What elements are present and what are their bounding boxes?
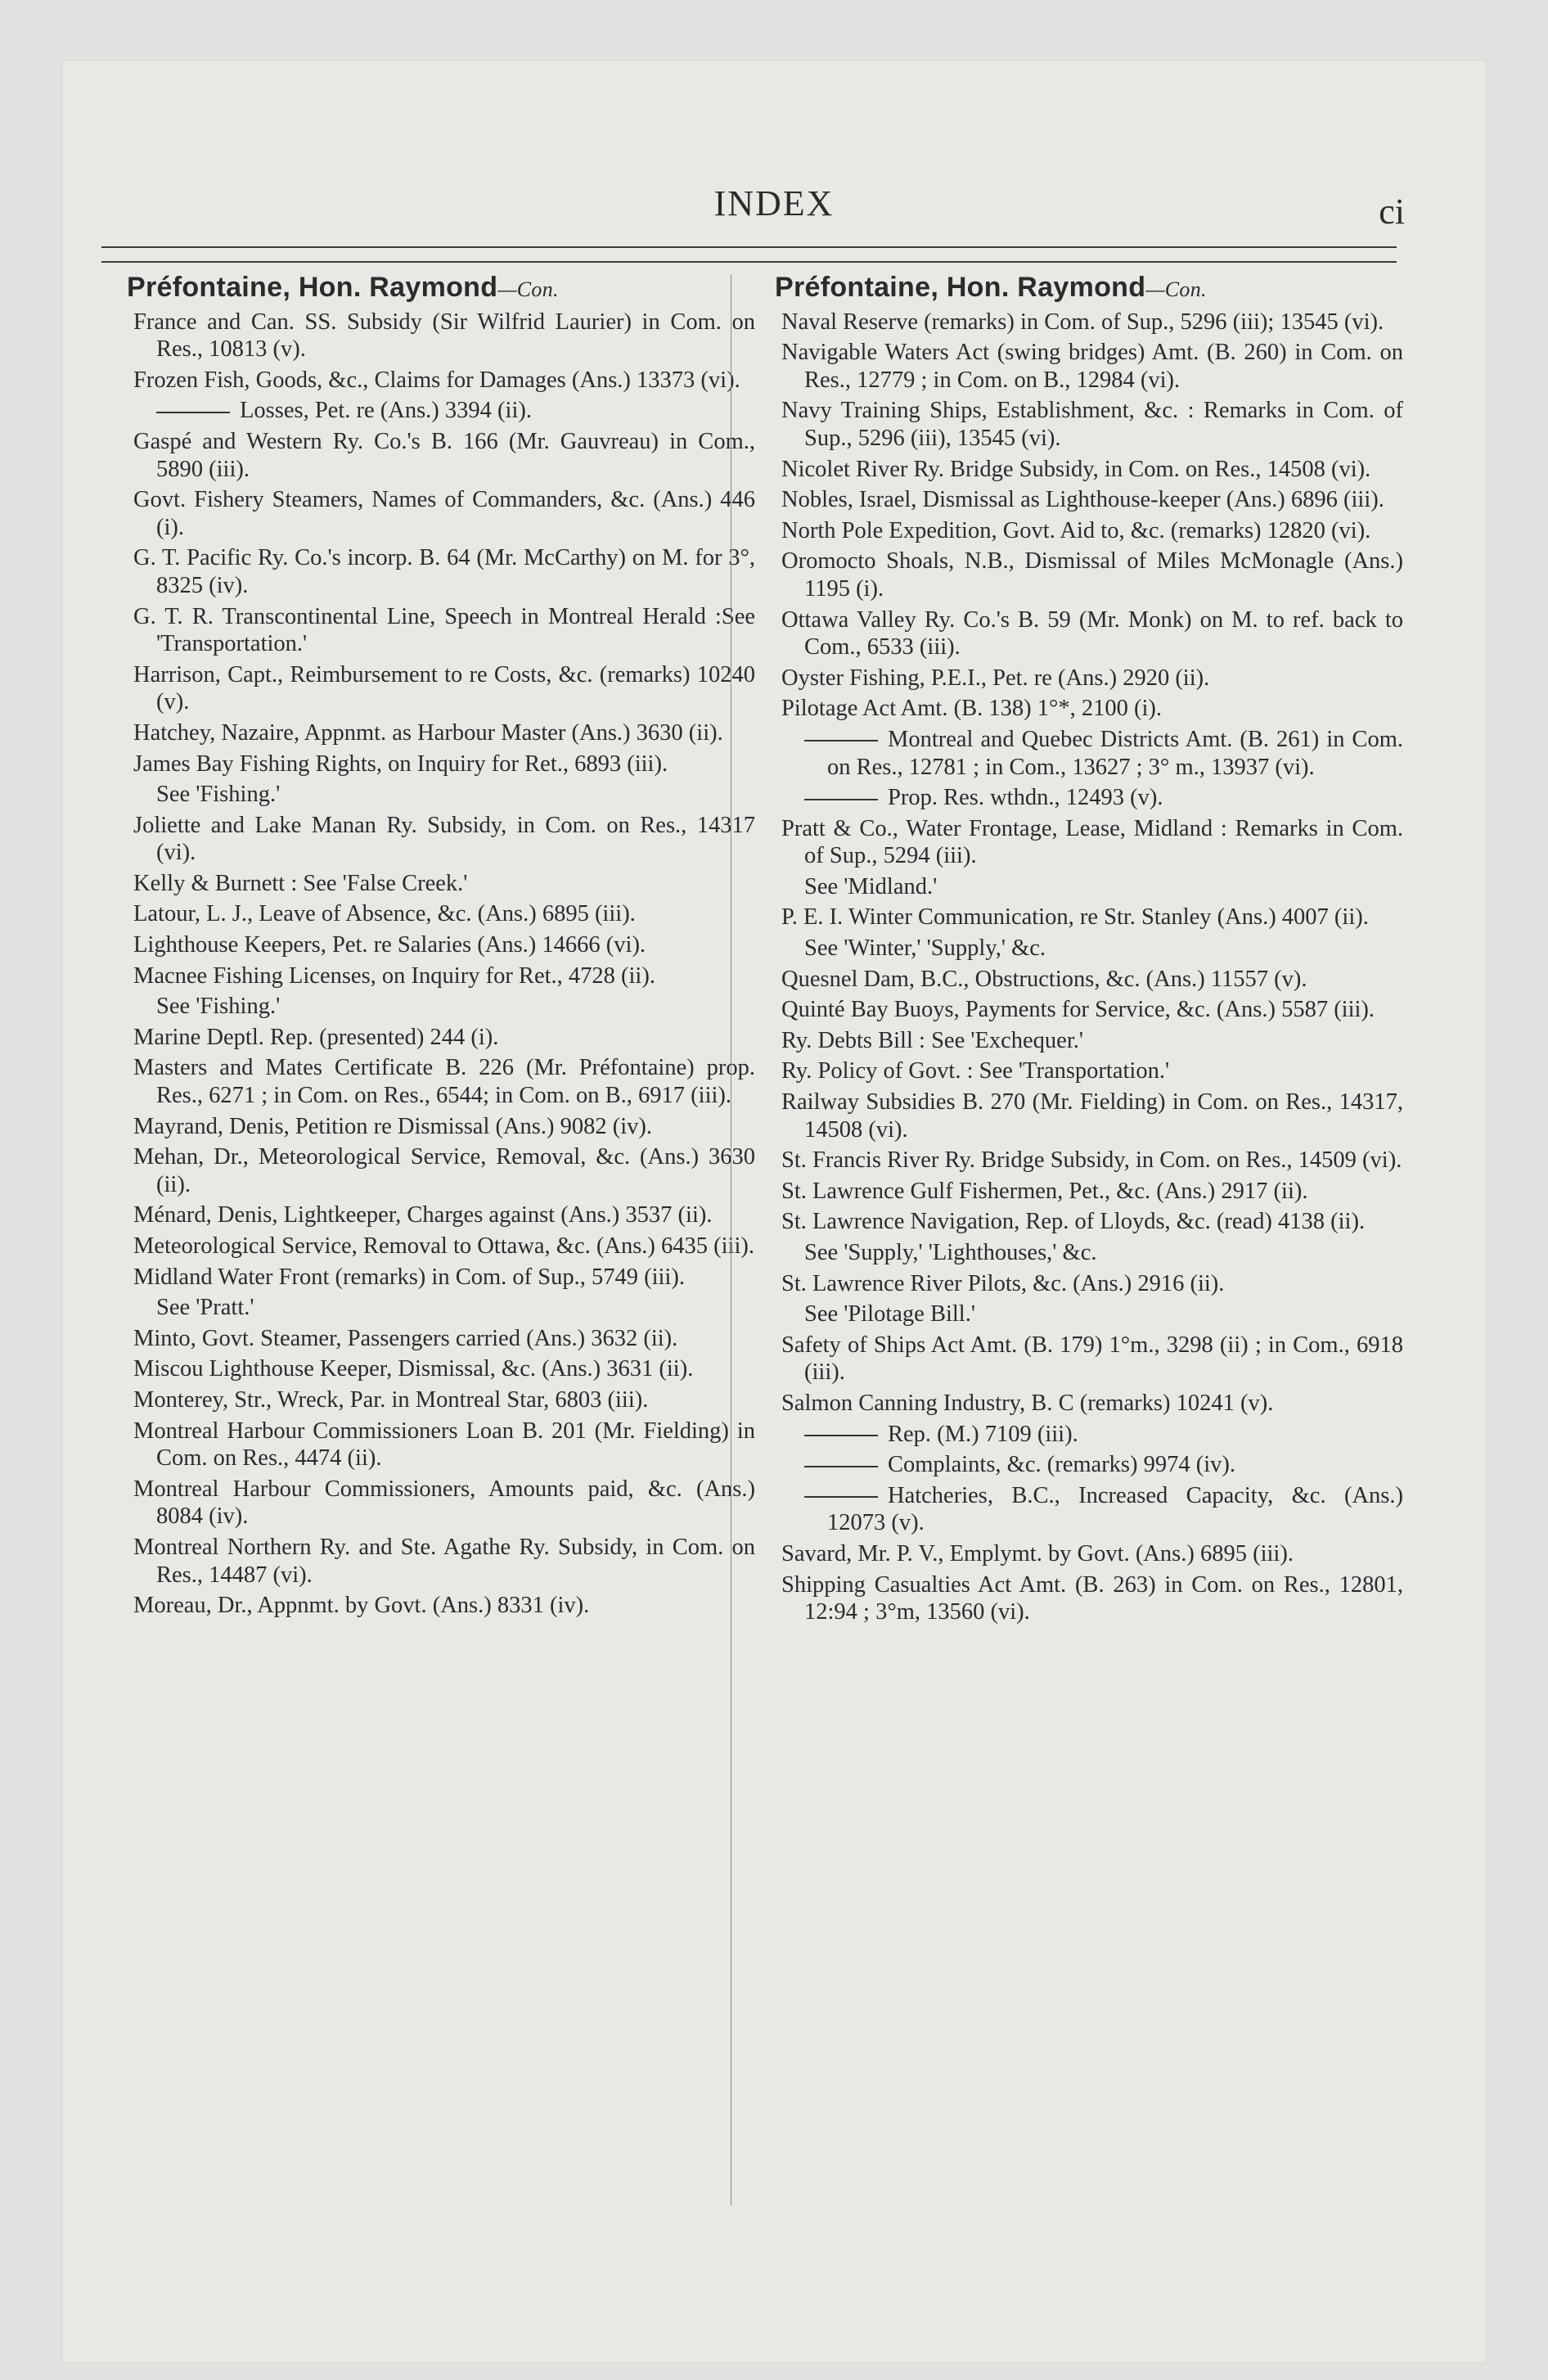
index-entry xyxy=(133,719,755,747)
entry-text: North Pole Expedition, Govt. Aid to, &c. (remarks) 12820 (vi). xyxy=(781,517,1371,543)
index-entry xyxy=(133,397,755,425)
index-entry xyxy=(781,1239,1403,1267)
index-entry xyxy=(781,1451,1403,1479)
entry-text: Oyster Fishing, P.E.I., Pet. re (Ans.) 2920 (ii). xyxy=(781,665,1210,691)
right-heading-con: —Con. xyxy=(1145,277,1207,301)
entry-text: See 'Winter,' 'Supply,' &c. xyxy=(804,935,1046,962)
entry-text: Macnee Fishing Licenses, on Inquiry for Ret., 4728 (ii). xyxy=(133,962,655,989)
index-entry xyxy=(133,1113,755,1141)
entry-text: Complaints, &c. (remarks) 9974 (iv). xyxy=(888,1452,1236,1478)
index-entry xyxy=(133,993,755,1021)
index-entry xyxy=(781,1300,1403,1328)
entry-text: P. E. I. Winter Communication, re Str. Stanley (Ans.) 4007 (ii). xyxy=(781,904,1369,931)
index-entry xyxy=(781,996,1403,1024)
index-entry xyxy=(781,1057,1403,1085)
entry-text: Montreal Harbour Commissioners Loan B. 201 (Mr. Fielding) in Com. on Res., 4474 (ii). xyxy=(133,1418,755,1472)
entry-text: Ry. Debts Bill : See 'Exchequer.' xyxy=(781,1027,1084,1053)
index-entry xyxy=(781,606,1403,661)
page-header xyxy=(61,183,1487,232)
index-entry xyxy=(781,517,1403,545)
entry-text: Nobles, Israel, Dismissal as Lighthouse-keeper (Ans.) 6896 (iii). xyxy=(781,487,1384,513)
index-entry xyxy=(781,1332,1403,1386)
left-heading-con: —Con. xyxy=(497,277,559,301)
index-entry xyxy=(133,1325,755,1353)
index-entry xyxy=(781,1089,1403,1143)
entry-text: See 'Pratt.' xyxy=(156,1295,254,1321)
index-entry xyxy=(133,367,755,394)
entry-text: Savard, Mr. P. V., Emplymt. by Govt. (Ans.) 6895 (iii). xyxy=(781,1540,1294,1566)
entry-text: James Bay Fishing Rights, on Inquiry for Ret., 6893 (iii). xyxy=(133,751,668,777)
index-entry xyxy=(781,873,1403,901)
index-entry xyxy=(133,309,755,363)
index-page xyxy=(61,60,1487,2364)
entry-text: Naval Reserve (remarks) in Com. of Sup., 5296 (iii); 13545 (vi). xyxy=(781,309,1384,335)
index-entry xyxy=(133,1592,755,1620)
entry-text: Miscou Lighthouse Keeper, Dismissal, &c. (Ans.) 3631 (ii). xyxy=(133,1356,694,1382)
index-entry xyxy=(133,1264,755,1291)
entry-text: Montreal and Quebec Districts Amt. (B. 261) in Com. on Res., 12781 ; in Com., 13627 ; 3° m., 13937 (vi). xyxy=(827,726,1403,780)
entry-text: Lighthouse Keepers, Pet. re Salaries (Ans.) 14666 (vi). xyxy=(133,932,646,958)
entry-text: Midland Water Front (remarks) in Com. of Sup., 5749 (iii). xyxy=(133,1264,685,1290)
index-entry xyxy=(781,1482,1403,1537)
entry-text: Nicolet River Ry. Bridge Subsidy, in Com. on Res., 14508 (vi). xyxy=(781,456,1371,482)
index-entry xyxy=(781,966,1403,994)
entry-text: Latour, L. J., Leave of Absence, &c. (Ans.) 6895 (iii). xyxy=(133,901,636,927)
right-column xyxy=(775,272,1403,1629)
entry-text: G. T. Pacific Ry. Co.'s incorp. B. 64 (Mr. McCarthy) on M. for 3°, 8325 (iv). xyxy=(133,545,755,598)
entry-text: Ry. Policy of Govt. : See 'Transportation.' xyxy=(781,1058,1170,1084)
entry-text: Shipping Casualties Act Amt. (B. 263) in Com. on Res., 12801, 12:94 ; 3°m, 13560 (vi). xyxy=(781,1571,1403,1625)
entry-text: Safety of Ships Act Amt. (B. 179) 1°m., 3298 (ii) ; in Com., 6918 (iii). xyxy=(781,1332,1403,1386)
index-entry xyxy=(781,784,1403,812)
entry-text: Quinté Bay Buoys, Payments for Service, &c. (Ans.) 5587 (iii). xyxy=(781,997,1375,1023)
right-entries-list xyxy=(781,309,1403,1626)
entry-text: Salmon Canning Industry, B. C (remarks) 10241 (v). xyxy=(781,1390,1274,1416)
entry-text: Moreau, Dr., Appnmt. by Govt. (Ans.) 8331 (iv). xyxy=(133,1593,590,1619)
index-entry xyxy=(133,1143,755,1198)
entry-text: Quesnel Dam, B.C., Obstructions, &c. (Ans.) 11557 (v). xyxy=(781,966,1307,992)
entry-text: See 'Fishing.' xyxy=(156,782,281,808)
entry-text: Railway Subsidies B. 270 (Mr. Fielding) in Com. on Res., 14317, 14508 (vi). xyxy=(781,1089,1403,1143)
repeat-dash xyxy=(156,412,230,413)
left-heading-name: Préfontaine, Hon. Raymond xyxy=(127,272,498,303)
entry-text: Rep. (M.) 7109 (iii). xyxy=(888,1421,1078,1447)
entry-text: Kelly & Burnett : See 'False Creek.' xyxy=(133,870,468,896)
entry-text: Prop. Res. wthdn., 12493 (v). xyxy=(888,785,1163,811)
left-column-heading xyxy=(127,274,755,304)
index-entry xyxy=(133,962,755,990)
index-entry xyxy=(781,486,1403,514)
entry-text: Navigable Waters Act (swing bridges) Amt. (B. 260) in Com. on Res., 12779 ; in Com. on B., 12984 (vi). xyxy=(781,340,1403,393)
index-entry xyxy=(133,781,755,809)
index-entry xyxy=(781,1027,1403,1055)
entry-text: Pilotage Act Amt. (B. 138) 1°*, 2100 (i). xyxy=(781,696,1162,722)
entry-text: St. Lawrence Navigation, Rep. of Lloyds, &c. (read) 4138 (ii). xyxy=(781,1209,1366,1235)
entry-text: Masters and Mates Certificate B. 226 (Mr. Préfontaine) prop. Res., 6271 ; in Com. on Res., 6544; in Com. on B., 6917 (iii). xyxy=(133,1055,755,1109)
entry-text: Montreal Harbour Commissioners, Amounts paid, &c. (Ans.) 8084 (iv). xyxy=(133,1476,755,1530)
index-entry xyxy=(133,751,755,778)
index-entry xyxy=(133,1476,755,1530)
left-entries-list xyxy=(133,309,755,1620)
entry-text: Minto, Govt. Steamer, Passengers carried (Ans.) 3632 (ii). xyxy=(133,1325,678,1351)
repeat-dash xyxy=(804,1435,878,1436)
entry-text: Montreal Northern Ry. and Ste. Agathe Ry. Subsidy, in Com. on Res., 14487 (vi). xyxy=(133,1534,755,1588)
entry-text: Navy Training Ships, Establishment, &c. : Remarks in Com. of Sup., 5296 (iii), 13545 (vi). xyxy=(781,398,1403,451)
entry-text: See 'Midland.' xyxy=(804,873,938,899)
index-entry xyxy=(781,548,1403,602)
entry-text: Ménard, Denis, Lightkeeper, Charges against (Ans.) 3537 (ii). xyxy=(133,1202,713,1228)
index-entry xyxy=(133,931,755,959)
index-entry xyxy=(133,544,755,599)
header-rule-bottom xyxy=(101,261,1397,263)
entry-text: France and Can. SS. Subsidy (Sir Wilfrid Laurier) in Com. on Res., 10813 (v). xyxy=(133,309,755,363)
entry-text: See 'Fishing.' xyxy=(156,994,281,1020)
entry-text: Mayrand, Denis, Petition re Dismissal (Ans.) 9082 (iv). xyxy=(133,1113,653,1139)
left-column xyxy=(127,272,755,1623)
entry-text: Pratt & Co., Water Frontage, Lease, Midland : Remarks in Com. of Sup., 5294 (iii). xyxy=(781,815,1403,869)
header-rule-top xyxy=(101,246,1397,248)
index-entry xyxy=(133,603,755,658)
page-title: INDEX xyxy=(713,183,835,223)
index-entry xyxy=(781,904,1403,931)
index-entry xyxy=(781,1147,1403,1174)
index-entry xyxy=(781,1421,1403,1449)
entry-text: Harrison, Capt., Reimbursement to re Costs, &c. (remarks) 10240 (v). xyxy=(133,661,755,715)
index-entry xyxy=(133,1355,755,1383)
entry-text: Hatchey, Nazaire, Appnmt. as Harbour Master (Ans.) 3630 (ii). xyxy=(133,719,723,746)
index-entry xyxy=(133,1054,755,1109)
entry-text: See 'Pilotage Bill.' xyxy=(804,1301,975,1327)
entry-text: Oromocto Shoals, N.B., Dismissal of Miles McMonagle (Ans.) 1195 (i). xyxy=(781,548,1403,602)
index-entry xyxy=(781,1208,1403,1236)
entry-text: Monterey, Str., Wreck, Par. in Montreal Star, 6803 (iii). xyxy=(133,1386,649,1413)
repeat-dash xyxy=(804,1496,878,1498)
index-entry xyxy=(133,1233,755,1260)
repeat-dash xyxy=(804,799,878,800)
index-entry xyxy=(781,309,1403,336)
index-entry xyxy=(133,900,755,928)
entry-text: St. Francis River Ry. Bridge Subsidy, in Com. on Res., 14509 (vi). xyxy=(781,1147,1402,1174)
index-entry xyxy=(133,486,755,541)
index-entry xyxy=(781,935,1403,962)
index-entry xyxy=(133,870,755,898)
entry-text: Joliette and Lake Manan Ry. Subsidy, in Com. on Res., 14317 (vi). xyxy=(133,812,755,866)
index-entry xyxy=(133,1294,755,1322)
entry-text: Marine Deptl. Rep. (presented) 244 (i). xyxy=(133,1024,499,1050)
right-heading-name: Préfontaine, Hon. Raymond xyxy=(775,272,1146,303)
index-entry xyxy=(781,1390,1403,1418)
index-entry xyxy=(781,397,1403,452)
entry-text: St. Lawrence Gulf Fishermen, Pet., &c. (Ans.) 2917 (ii). xyxy=(781,1178,1308,1204)
index-entry xyxy=(133,812,755,867)
entry-text: Frozen Fish, Goods, &c., Claims for Damages (Ans.) 13373 (vi). xyxy=(133,367,740,393)
entry-text: Ottawa Valley Ry. Co.'s B. 59 (Mr. Monk) on M. to ref. back to Com., 6533 (iii). xyxy=(781,606,1403,660)
index-entry xyxy=(781,1270,1403,1298)
index-entry xyxy=(781,1178,1403,1206)
index-entry xyxy=(133,1534,755,1589)
index-entry xyxy=(781,456,1403,484)
index-entry xyxy=(133,661,755,716)
entry-text: G. T. R. Transcontinental Line, Speech in Montreal Herald :See 'Transportation.' xyxy=(133,603,755,657)
index-entry xyxy=(133,1386,755,1414)
index-entry xyxy=(781,695,1403,723)
entry-text: St. Lawrence River Pilots, &c. (Ans.) 2916 (ii). xyxy=(781,1270,1225,1296)
repeat-dash xyxy=(804,1466,878,1467)
page-number: ci xyxy=(1379,192,1405,232)
entry-text: Gaspé and Western Ry. Co.'s B. 166 (Mr. Gauvreau) in Com., 5890 (iii). xyxy=(133,428,755,482)
index-entry xyxy=(781,1571,1403,1626)
index-entry xyxy=(781,665,1403,692)
entry-text: Mehan, Dr., Meteorological Service, Removal, &c. (Ans.) 3630 (ii). xyxy=(133,1144,755,1197)
index-entry xyxy=(133,1418,755,1472)
index-entry xyxy=(781,1540,1403,1568)
entry-text: Losses, Pet. re (Ans.) 3394 (ii). xyxy=(240,398,532,424)
index-entry xyxy=(133,428,755,483)
entry-text: See 'Supply,' 'Lighthouses,' &c. xyxy=(804,1240,1097,1265)
index-entry xyxy=(133,1024,755,1052)
right-column-heading xyxy=(775,274,1403,304)
index-entry xyxy=(781,815,1403,870)
repeat-dash xyxy=(804,740,878,741)
index-entry xyxy=(781,726,1403,781)
entry-text: Govt. Fishery Steamers, Names of Commanders, &c. (Ans.) 446 (i). xyxy=(133,487,755,540)
index-entry xyxy=(781,339,1403,394)
entry-text: Meteorological Service, Removal to Ottawa, &c. (Ans.) 6435 (iii). xyxy=(133,1233,755,1259)
entry-text: Hatcheries, B.C., Increased Capacity, &c. (Ans.) 12073 (v). xyxy=(827,1482,1403,1536)
index-entry xyxy=(133,1201,755,1229)
